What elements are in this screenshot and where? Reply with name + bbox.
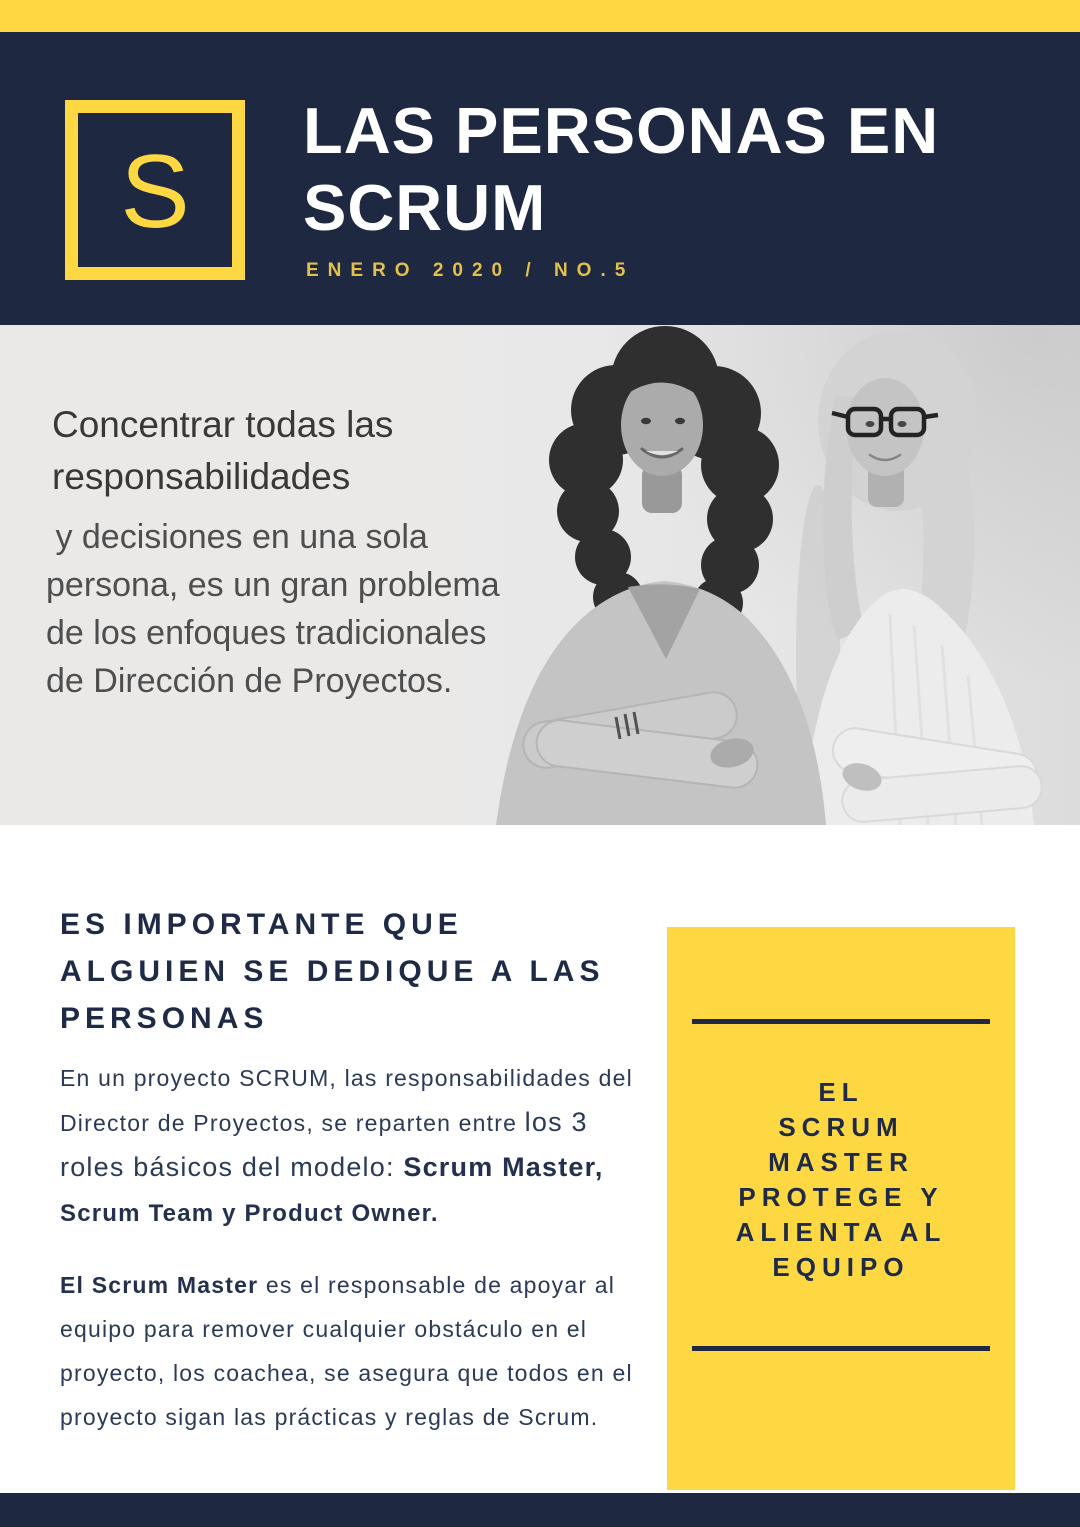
heading-line-2: ALGUIEN SE DEDIQUE A LAS [60,955,605,988]
newsletter-title [303,92,939,246]
quote-rule-top [692,1019,990,1024]
quote-line-3: MASTER [768,1147,914,1177]
hero-section [0,325,1080,825]
quote-line-2: SCRUM [778,1112,904,1142]
quote-rule-bottom [692,1346,990,1351]
article-text-column [60,901,652,1439]
hero-body: y decisiones en una sola persona, es un gran problema de los enfoques tradicionales de Dirección de Proyectos. [46,518,510,700]
paragraph-scrum-master-rest: es el responsable de apoyar al equipo para remover cualquier obstáculo en el proyecto, los coachea, se asegura que todos en el proyecto sigan las prácticas y reglas de Scrum. [60,1272,633,1430]
top-accent-bar [0,0,1080,32]
article-heading [60,901,652,1042]
paragraph-roles-regular: En un proyecto SCRUM, las responsabilidades del Director de Proyectos, se reparten entre [60,1065,633,1136]
quote-line-6: EQUIPO [772,1252,910,1282]
issue-date: ENERO 2020 / NO.5 [306,260,635,281]
heading-line-1: ES IMPORTANTE QUE [60,908,463,941]
title-line-1: LAS PERSONAS EN [303,94,940,167]
quote-text [667,1075,1015,1285]
quote-line-1: EL [818,1077,864,1107]
quote-line-4: PROTEGE Y [738,1182,944,1212]
paragraph-roles [60,1056,652,1190]
paragraph-roles-scrum-master: Scrum Master, [403,1152,604,1182]
footer-bar [0,1493,1080,1527]
quote-line-5: ALIENTA AL [735,1217,947,1247]
logo-square [65,100,245,280]
paragraph-roles-bold-line: Scrum Team y Product Owner. [60,1200,439,1227]
paragraph-scrum-master-lead: El Scrum Master [60,1272,259,1298]
header-band [0,32,1080,325]
article-section [0,825,1080,1493]
paragraph-roles-large: los 3 roles básicos del modelo: [60,1107,588,1182]
title-line-2: SCRUM [303,171,547,244]
hero-lead: Concentrar todas las responsabilidades [52,404,394,497]
paragraph-scrum-master [60,1263,652,1439]
logo-letter: S [120,134,190,250]
quote-box [667,927,1015,1490]
photo-two-women [470,325,1080,825]
heading-line-3: PERSONAS [60,1002,269,1035]
